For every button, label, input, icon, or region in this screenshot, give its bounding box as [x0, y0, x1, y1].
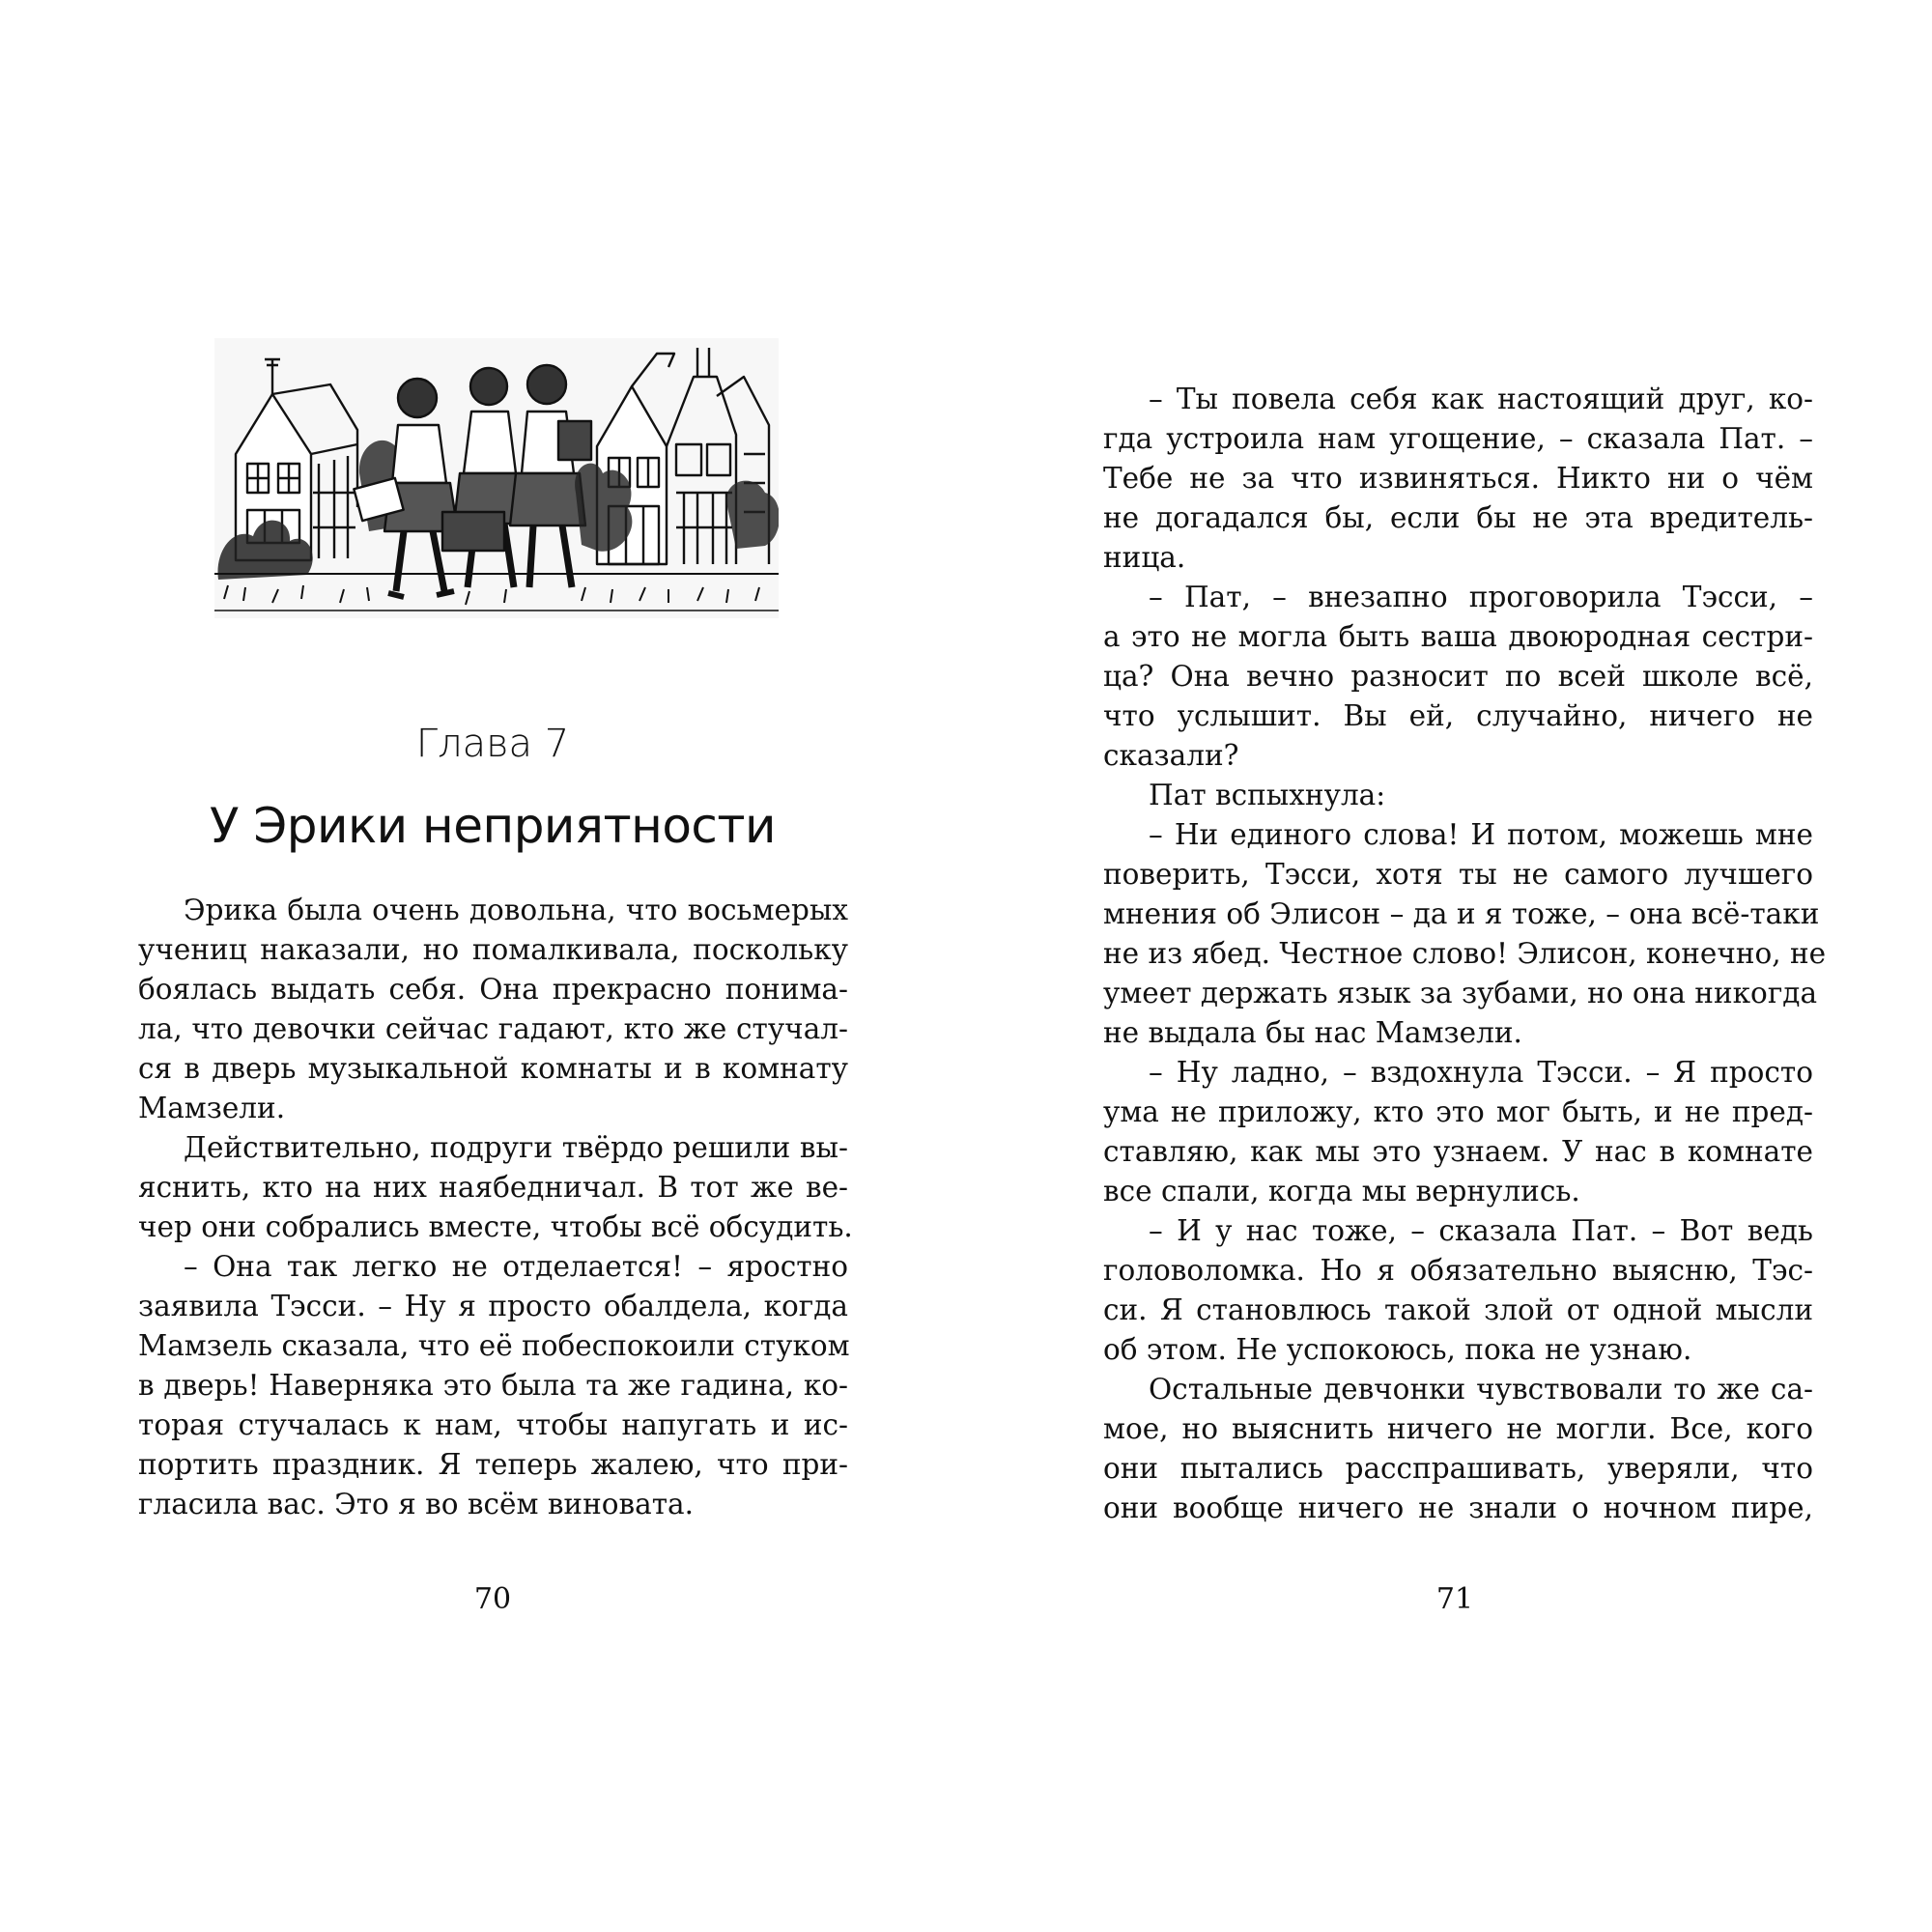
text-line: Тебе не за что извиняться. Никто ни о чём [1103, 462, 1813, 495]
text-line: – И у нас тоже, – сказала Пат. – Вот ведь [1149, 1214, 1813, 1247]
text-line: чер они собрались вместе, чтобы всё обсудить. [138, 1210, 853, 1243]
text-line: мнения об Элисон – да и я тоже, – она всё-таки [1103, 897, 1820, 930]
text-line: – Она так легко не отделается! – яростно [184, 1250, 848, 1283]
text-line: мое, но выяснить ничего не могли. Все, кого [1103, 1412, 1813, 1445]
text-line: они пытались расспрашивать, уверяли, что [1103, 1452, 1813, 1485]
text-line: ума не приложу, кто это мог быть, и не пред- [1103, 1095, 1813, 1128]
text-line: заявила Тэсси. – Ну я просто обалдела, когда [138, 1290, 848, 1322]
text-line: об этом. Не успокоюсь, пока не узнаю. [1103, 1333, 1692, 1366]
text-line: ница. [1103, 541, 1186, 574]
text-line: не выдала бы нас Мамзели. [1103, 1016, 1522, 1049]
text-line: Мамзель сказала, что её побеспокоили стуком [138, 1329, 850, 1362]
text-line: – Ну ладно, – вздохнула Тэсси. – Я просто [1149, 1056, 1813, 1089]
text-line: – Ни единого слова! И потом, можешь мне [1149, 818, 1813, 851]
text-line: сказали? [1103, 739, 1239, 772]
text-line: боялась выдать себя. Она прекрасно понима- [138, 973, 848, 1006]
text-line: гда устроила нам угощение, – сказала Пат. – [1103, 422, 1813, 455]
text-line: не догадался бы, если бы не эта вредитель- [1103, 501, 1813, 534]
text-line: Пат вспыхнула: [1149, 779, 1386, 811]
text-line: Мамзели. [138, 1092, 286, 1124]
text-line: ставляю, как мы это узнаем. У нас в комнате [1103, 1135, 1813, 1168]
text-line: в дверь! Наверняка это была та же гадина, ко- [138, 1369, 848, 1402]
text-line: гласила вас. Это я во всём виновата. [138, 1488, 694, 1520]
text-line: что услышит. Вы ей, случайно, ничего не [1103, 699, 1813, 732]
chapter-illustration [214, 338, 779, 618]
text-line: Эрика была очень довольна, что восьмерых [184, 894, 848, 926]
text-line: си. Я становлюсь такой злой от одной мысли [1103, 1293, 1813, 1326]
text-line: портить праздник. Я теперь жалею, что при- [138, 1448, 848, 1481]
page-number-left: 70 [473, 1582, 512, 1616]
text-line: а это не могла быть ваша двоюродная сестри- [1103, 620, 1813, 653]
text-line: головоломка. Но я обязательно выясню, Тэс- [1103, 1254, 1813, 1287]
text-line: ца? Она вечно разносит по всей школе всё, [1103, 660, 1813, 693]
text-line: они вообще ничего не знали о ночном пире, [1103, 1492, 1813, 1524]
text-line: все спали, когда мы вернулись. [1103, 1175, 1580, 1208]
text-line: Остальные девчонки чувствовали то же са- [1149, 1373, 1813, 1406]
text-line: учениц наказали, но помалкивала, поскольку [138, 933, 848, 966]
text-line: не из ябед. Честное слово! Элисон, конечно, не [1103, 937, 1827, 970]
text-line: умеет держать язык за зубами, но она никогда [1103, 977, 1818, 1009]
left-page-text [138, 891, 853, 1524]
right-page [966, 0, 1932, 1932]
text-line: торая стучалась к нам, чтобы напугать и ис- [138, 1408, 848, 1441]
text-line: – Ты повела себя как настоящий друг, ко- [1149, 383, 1813, 415]
chapter-title: У Эрики неприятности [209, 798, 777, 854]
text-line: ся в дверь музыкальной комнаты и в комнату [138, 1052, 848, 1085]
chapter-number: Глава 7 [415, 722, 570, 766]
text-line: ла, что девочки сейчас гадают, кто же стучал- [138, 1012, 848, 1045]
text-line: Действительно, подруги твёрдо решили вы- [184, 1131, 848, 1164]
text-line: яснить, кто на них наябедничал. В тот же ве- [138, 1171, 848, 1204]
right-page-text [1103, 380, 1827, 1528]
text-line: – Пат, – внезапно проговорила Тэсси, – [1149, 581, 1813, 613]
text-line: поверить, Тэсси, хотя ты не самого лучшего [1103, 858, 1813, 891]
girls-and-houses-drawing [214, 338, 779, 618]
page-number-right: 71 [1435, 1582, 1474, 1616]
